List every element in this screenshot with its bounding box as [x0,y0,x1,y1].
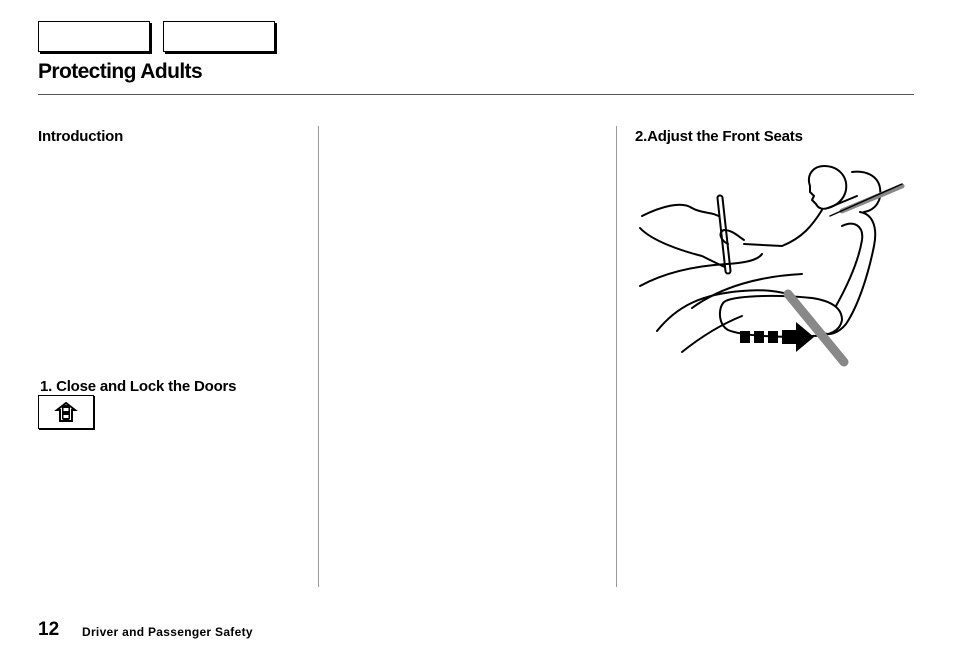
section-heading-introduction: Introduction [38,128,124,145]
column-divider-1 [318,126,319,587]
nav-tab-1[interactable] [38,21,150,52]
section-heading-close-lock-doors: 1. Close and Lock the Doors [40,378,237,395]
footer-section-name: Driver and Passenger Safety [82,625,253,639]
page-number: 12 [38,619,60,640]
door-lock-icon [38,395,94,429]
page-title: Protecting Adults [38,60,203,83]
driver-seat-adjust-illustration [632,156,912,368]
column-divider-2 [616,126,617,587]
title-divider [38,94,914,95]
section-heading-adjust-front-seats: 2.Adjust the Front Seats [635,128,803,145]
nav-tab-2[interactable] [163,21,275,52]
